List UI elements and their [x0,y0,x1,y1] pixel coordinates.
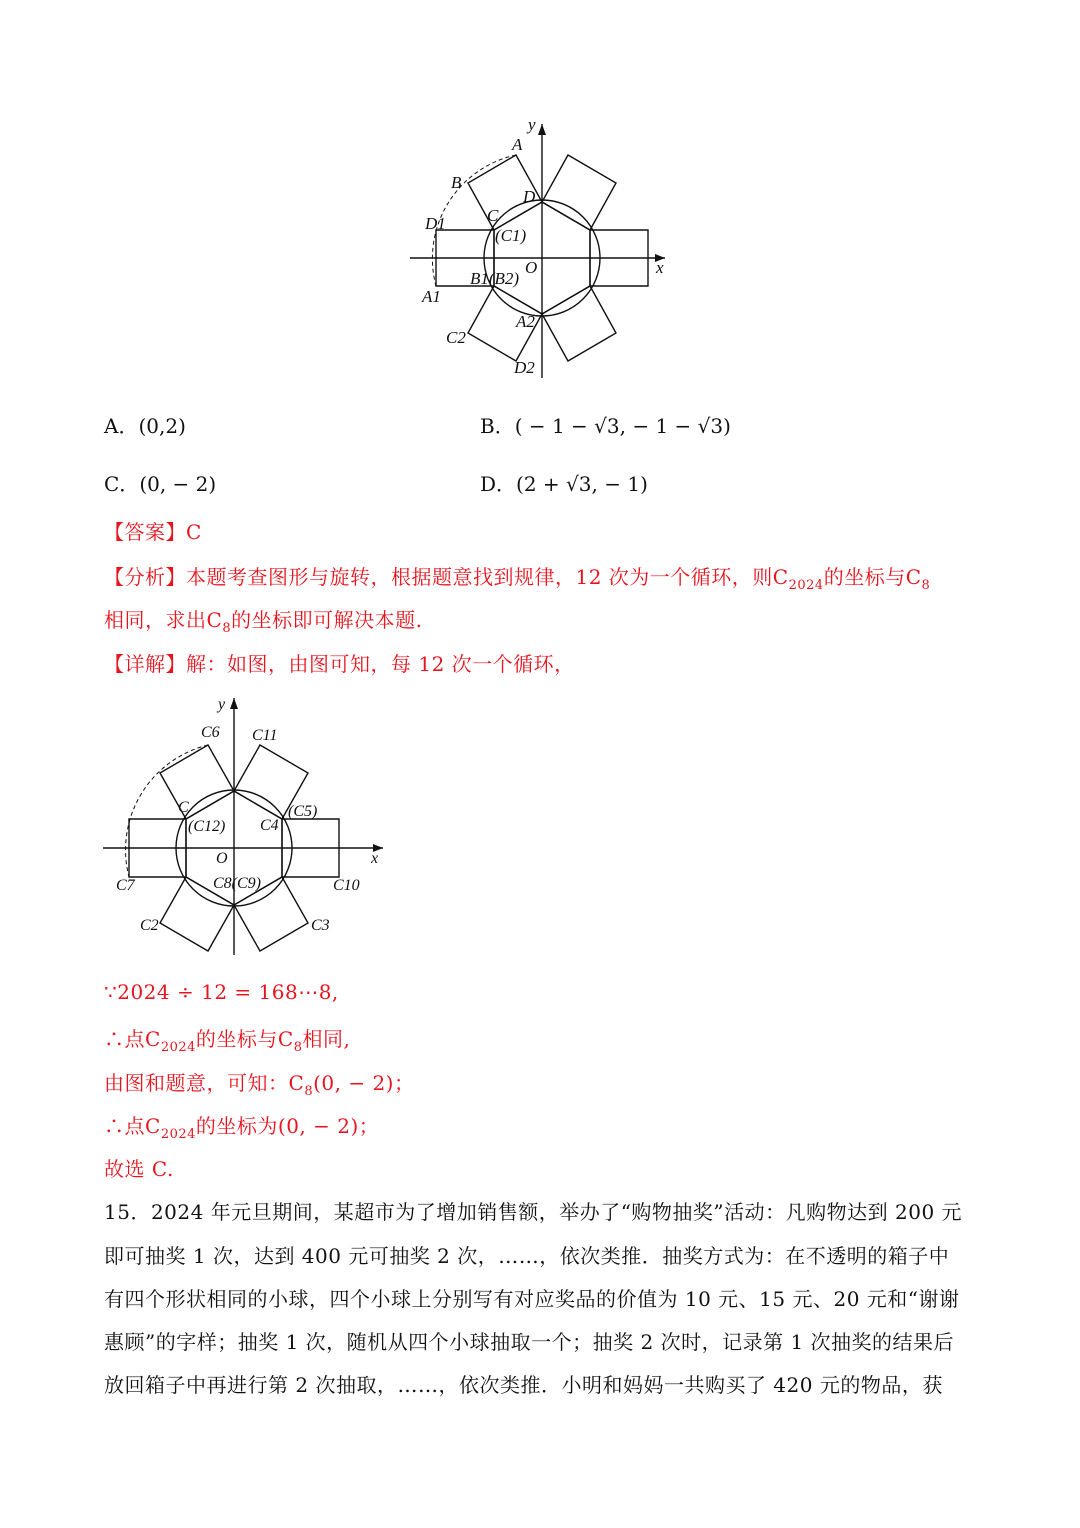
option-b [480,410,731,439]
option-c-value: (0, − 2) [139,472,217,496]
fig1-y-label: y [528,115,536,134]
step-4-sub: 2024 [160,1127,196,1142]
option-c-letter: C． [104,472,140,496]
fig2-C8C9-label: C8(C9) [213,875,261,892]
fig2-O-label: O [216,850,228,867]
fig2-C7-label: C7 [116,877,135,894]
fig2-y-label: y [218,696,226,713]
option-a-letter: A． [104,414,139,438]
fig1-B1B2-label: B1(B2) [470,269,520,288]
fig2-C2-label: C2 [140,917,159,934]
fig2-C11-label: C11 [252,727,278,744]
answer-value: C [186,520,202,544]
rotation-figure-1 [400,110,690,385]
analysis-sub-2: 8 [921,578,931,593]
fig1-O-label: O [525,258,538,277]
step-3 [104,1067,414,1099]
step-5: 故选 C. [104,1157,174,1181]
option-c [104,468,216,497]
fig1-A-label: A [512,135,523,154]
detail-tag: 【详解】 [104,652,186,676]
analysis-line-2 [104,604,422,636]
fig1-x-label: x [656,258,664,277]
fig1-C1-label: (C1) [495,226,527,245]
analysis-sub-1: 2024 [788,578,824,593]
step-2-sub: 2024 [160,1040,196,1055]
analysis-tag: 【分析】 [104,565,186,589]
answer-tag: 【答案】 [104,520,186,544]
problem15-line-5: 放回箱子中再进行第 2 次抽取，……，依次类推．小明和妈妈一共购买了 420 元的物品，获 [104,1373,943,1397]
analysis-line-1 [104,561,930,593]
option-d [480,468,648,497]
fig2-C4-label: C4 [260,817,279,834]
step-2 [104,1023,350,1055]
problem15-line-4: 惠顾”的字样；抽奖 1 次，随机从四个小球抽取一个；抽奖 2 次时，记录第 1 次抽奖的结果后 [104,1330,955,1354]
fig1-D1-label: D1 [425,214,446,233]
analysis-text-2a: 相同，求出C [104,608,223,632]
fig2-C10-label: C10 [333,877,360,894]
analysis-sub-3: 8 [222,621,232,636]
step-4-a: ∴点C [104,1114,161,1138]
step-2-c: 相同, [302,1027,351,1051]
fig2-C3-label: C3 [311,917,330,934]
option-d-letter: D． [480,472,517,496]
answer-line [104,516,202,545]
problem15-line-3: 有四个形状相同的小球，四个小球上分别写有对应奖品的价值为 10 元、15 元、20 元和“谢谢 [104,1287,960,1311]
fig2-C-label: C [178,799,189,816]
fig1-D-label: D [523,187,536,206]
step-4 [104,1110,379,1142]
step-1: ∵2024 ÷ 12 = 168⋯8, [104,980,339,1004]
fig1-A2-label: A2 [516,312,535,331]
fig2-C12-label: (C12) [188,818,226,835]
detail-text: 解：如图，由图可知，每 12 次一个循环， [186,652,575,676]
fig1-C2-label: C2 [446,328,466,347]
step-3-sub: 8 [304,1084,314,1099]
step-2-sub2: 8 [293,1040,303,1055]
option-b-value: ( − 1 − √3, − 1 − √3) [514,414,731,438]
option-d-value: (2 + √3, − 1) [516,472,648,496]
problem15-line-2: 即可抽奖 1 次，达到 400 元可抽奖 2 次，……，依次类推．抽奖方式为：在不透明的箱子中 [104,1244,950,1268]
option-b-letter: B． [480,414,515,438]
fig1-C-label: C [487,206,499,225]
fig1-D2-label: D2 [514,358,535,377]
step-2-b: 的坐标与C [195,1027,294,1051]
step-4-b: 的坐标为(0, − 2)； [195,1114,380,1138]
fig1-A1-label: A1 [422,287,441,306]
problem15-line-1: 15．2024 年元旦期间，某超市为了增加销售额，举办了“购物抽奖”活动：凡购物达到 200 元 [104,1200,963,1224]
fig2-x-label: x [371,850,379,867]
fig2-C5-label: (C5) [288,803,318,820]
analysis-text-1a: 本题考查图形与旋转，根据题意找到规律，12 次为一个循环，则C [186,565,789,589]
detail-line [104,648,575,677]
step-3-a: 由图和题意，可知：C [104,1071,305,1095]
analysis-text-2b: 的坐标即可解决本题. [231,608,423,632]
option-a [104,410,186,439]
analysis-text-1b: 的坐标与C [823,565,922,589]
rotation-figure-2 [98,693,398,961]
step-2-a: ∴点C [104,1027,161,1051]
fig1-B-label: B [451,173,462,192]
step-3-b: (0, − 2)； [313,1071,415,1095]
option-a-value: (0,2) [138,414,186,438]
fig2-C6-label: C6 [201,724,220,741]
